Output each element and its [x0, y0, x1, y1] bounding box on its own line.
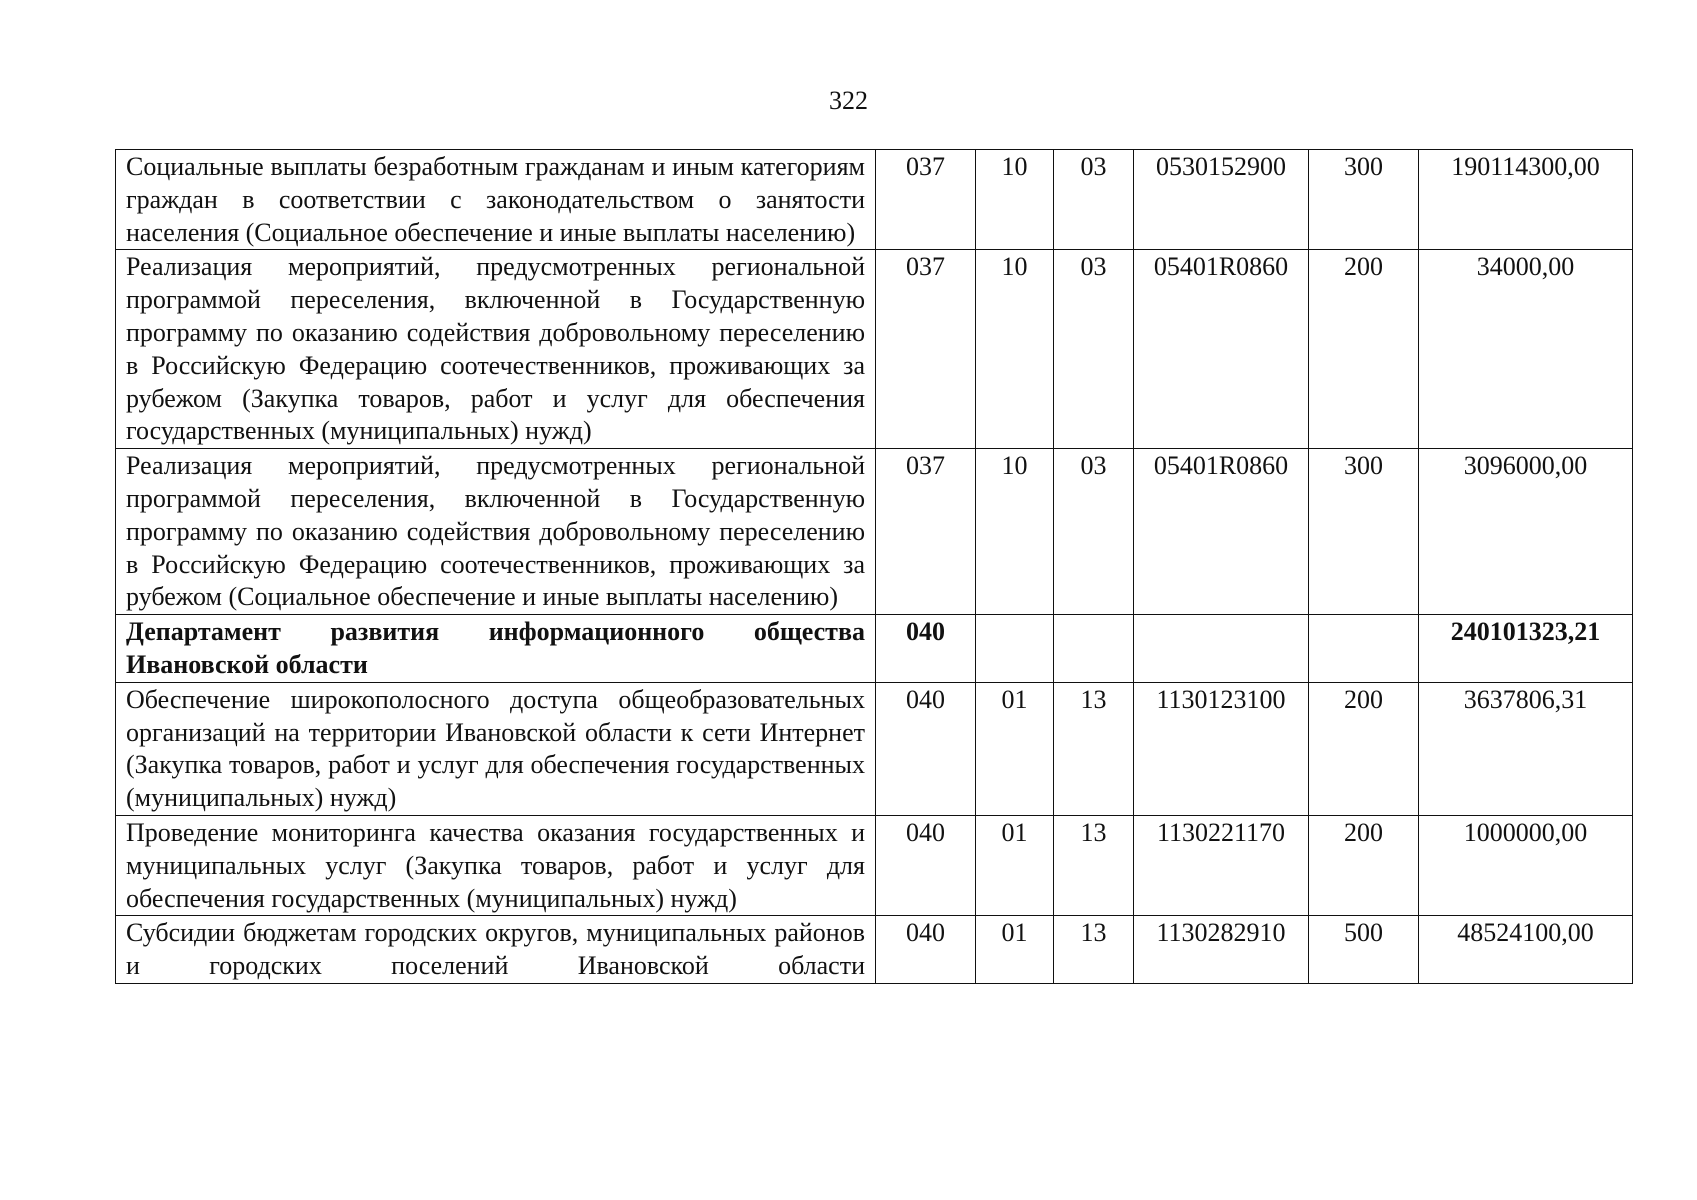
subsection-code: 13: [1054, 682, 1134, 815]
target-article-code: 05401R0860: [1134, 449, 1309, 615]
section-code: 10: [976, 250, 1054, 449]
page-number: 322: [829, 86, 868, 115]
ved-code: 040: [876, 815, 976, 915]
department-total-amount: 240101323,21: [1419, 615, 1633, 683]
row-description: Социальные выплаты безработным гражданам и иным категориям граждан в соответствии с законодательством о занятости населения (Социальное обеспечение и иные выплаты населению): [116, 150, 876, 250]
ved-code: 037: [876, 449, 976, 615]
ved-code: 037: [876, 250, 976, 449]
expense-type-code: 200: [1309, 250, 1419, 449]
department-title: Департамент развития информационного общества Ивановской области: [116, 615, 876, 683]
row-description: Проведение мониторинга качества оказания государственных и муниципальных услуг (Закупка товаров, работ и услуг для обеспечения государственных (муниципальных) нужд): [116, 815, 876, 915]
subsection-code: 13: [1054, 916, 1134, 984]
amount: 190114300,00: [1419, 150, 1633, 250]
row-description: Реализация мероприятий, предусмотренных региональной программой переселения, включенной в Государственную программу по оказанию содействия добровольному переселению в Российскую Федерацию соотечественников, проживающих за рубежом (Закупка товаров, работ и услуг для обеспечения государственных (муниципальных) нужд): [116, 250, 876, 449]
row-description: Реализация мероприятий, предусмотренных региональной программой переселения, включенной в Государственную программу по оказанию содействия добровольному переселению в Российскую Федерацию соотечественников, проживающих за рубежом (Социальное обеспечение и иные выплаты населению): [116, 449, 876, 615]
target-article-code: 1130123100: [1134, 682, 1309, 815]
table-row: [116, 682, 1633, 815]
amount: 3096000,00: [1419, 449, 1633, 615]
subsection-code: 13: [1054, 815, 1134, 915]
amount: 1000000,00: [1419, 815, 1633, 915]
ved-code: 037: [876, 150, 976, 250]
ved-code: 040: [876, 916, 976, 984]
target-article-code: [1134, 615, 1309, 683]
subsection-code: 03: [1054, 449, 1134, 615]
target-article-code: 1130282910: [1134, 916, 1309, 984]
target-article-code: 05401R0860: [1134, 250, 1309, 449]
expense-type-code: 300: [1309, 449, 1419, 615]
target-article-code: 1130221170: [1134, 815, 1309, 915]
subsection-code: 03: [1054, 150, 1134, 250]
budget-table: [115, 149, 1633, 984]
row-description: Субсидии бюджетам городских округов, муниципальных районов и городских поселений Ивановской области: [116, 916, 876, 984]
section-code: 01: [976, 682, 1054, 815]
section-code: 10: [976, 449, 1054, 615]
amount: 3637806,31: [1419, 682, 1633, 815]
department-row: [116, 615, 1633, 683]
table-row: [116, 815, 1633, 915]
section-code: [976, 615, 1054, 683]
ved-code: 040: [876, 615, 976, 683]
table-row: [116, 150, 1633, 250]
expense-type-code: 200: [1309, 815, 1419, 915]
amount: 48524100,00: [1419, 916, 1633, 984]
subsection-code: [1054, 615, 1134, 683]
section-code: 01: [976, 916, 1054, 984]
expense-type-code: 200: [1309, 682, 1419, 815]
table-row: [116, 916, 1633, 984]
table-row: [116, 250, 1633, 449]
amount: 34000,00: [1419, 250, 1633, 449]
expense-type-code: [1309, 615, 1419, 683]
expense-type-code: 500: [1309, 916, 1419, 984]
table-row: [116, 449, 1633, 615]
ved-code: 040: [876, 682, 976, 815]
section-code: 10: [976, 150, 1054, 250]
target-article-code: 0530152900: [1134, 150, 1309, 250]
section-code: 01: [976, 815, 1054, 915]
row-description: Обеспечение широкополосного доступа общеобразовательных организаций на территории Ивановской области к сети Интернет (Закупка товаров, работ и услуг для обеспечения государственных (муниципальных) нужд): [116, 682, 876, 815]
subsection-code: 03: [1054, 250, 1134, 449]
expense-type-code: 300: [1309, 150, 1419, 250]
